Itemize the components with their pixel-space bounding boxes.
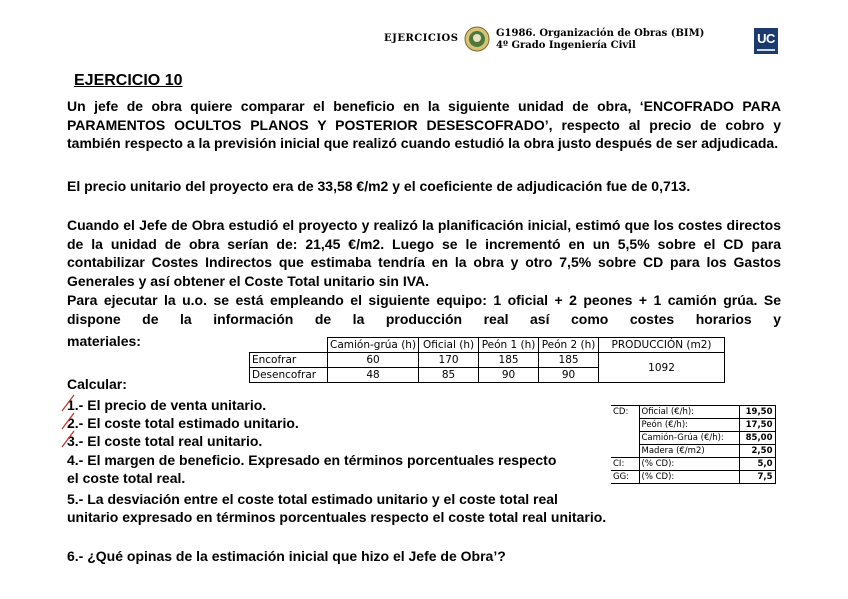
calcular-label: Calcular: <box>67 376 127 392</box>
uc-logo-bar <box>757 49 775 51</box>
col-oficial: Oficial (h) <box>419 338 479 353</box>
row-label: Desencofrar <box>250 368 328 383</box>
col-produccion: PRODUCCIÓN (m2) <box>599 338 725 353</box>
course-line-2: 4º Grado Ingeniería Civil <box>496 40 636 51</box>
cost-value: 7,5 <box>739 471 775 484</box>
table-cell: 60 <box>328 353 419 368</box>
col-peon2: Peón 2 (h) <box>539 338 599 353</box>
table-row <box>611 445 775 458</box>
question-4: 4.- El margen de beneficio. Expresado en términos porcentuales respecto el coste total real. <box>67 452 557 486</box>
cost-value: 19,50 <box>739 406 775 419</box>
question-6: 6.- ¿Qué opinas de la estimación inicial que hizo el Jefe de Obra’? <box>67 548 506 564</box>
cost-key: CD: <box>611 406 639 419</box>
paragraph-price: El precio unitario del proyecto era de 33,58 €/m2 y el coeficiente de adjudicación fue de 0,713. <box>67 178 691 194</box>
strike-mark-icon <box>60 412 76 430</box>
table-row <box>611 432 775 445</box>
cost-key <box>611 445 639 458</box>
header-section-label: EJERCICIOS <box>384 33 459 44</box>
cost-desc: Peón (€/h): <box>639 419 739 432</box>
table-row <box>611 419 775 432</box>
strike-mark-icon <box>60 430 76 448</box>
cost-value: 85,00 <box>739 432 775 445</box>
cost-value: 17,50 <box>739 419 775 432</box>
paragraph-equipment: Para ejecutar la u.o. se está empleando el siguiente equipo: 1 oficial + 2 peones + 1 camión grúa. Se dispone de la información de la producción real así como costes horarios y <box>67 292 781 327</box>
row-label: Encofrar <box>250 353 328 368</box>
paragraph-costs: Cuando el Jefe de Obra estudió el proyecto y realizó la planificación inicial, estimó que los costes directos de la unidad de obra serían de: 21,45 €/m2. Luego se le incrementó en un 5,5% sobre el CD para contabilizar Costes Indirectos que estimaba tendría en la obra y otro 7,5% sobre CD para los Gastos Generales y así obtener el Coste Total unitario sin IVA. <box>67 217 781 289</box>
production-value: 1092 <box>599 353 725 383</box>
cost-value: 2,50 <box>739 445 775 458</box>
uc-logo-text: UC <box>757 31 775 46</box>
table-row <box>611 471 775 484</box>
question-3: 3.- El coste total real unitario. <box>67 433 263 449</box>
table-cell: 185 <box>539 353 599 368</box>
cost-desc: Madera (€/m2) <box>639 445 739 458</box>
table-cell: 48 <box>328 368 419 383</box>
university-seal-icon <box>464 26 490 52</box>
course-line-1: G1986. Organización de Obras (BIM) <box>496 28 705 39</box>
table-cell: 90 <box>539 368 599 383</box>
table-cell: 90 <box>479 368 539 383</box>
col-peon1: Peón 1 (h) <box>479 338 539 353</box>
cost-key <box>611 419 639 432</box>
question-5: 5.- La desviación entre el coste total estimado unitario y el coste total real unitario expresado en términos porcentuales respecto el coste total real unitario. <box>67 491 607 525</box>
uc-logo <box>754 28 778 54</box>
table-cell: 170 <box>419 353 479 368</box>
paragraph-intro: Un jefe de obra quiere comparar el beneficio en la siguiente unidad de obra, ‘ENCOFRADO PARA PARAMENTOS OCULTOS PLANOS Y POSTERIOR DESESCOFRADO’, respecto al precio de cobro y también respecto a la previsión inicial que realizó cuando estudió la obra justo después de ser adjudicada. <box>67 98 781 151</box>
cost-desc: Oficial (€/h): <box>639 406 739 419</box>
cost-key: CI: <box>611 458 639 471</box>
cost-desc: Camión-Grúa (€/h): <box>639 432 739 445</box>
exercise-title: EJERCICIO 10 <box>74 72 183 89</box>
col-camion: Camión-grúa (h) <box>328 338 419 353</box>
paragraph-materials: materiales: <box>67 333 141 349</box>
strike-mark-icon <box>60 394 76 412</box>
table-cell: 185 <box>479 353 539 368</box>
cost-value: 5,0 <box>739 458 775 471</box>
production-table-header <box>250 338 725 353</box>
course-title <box>496 28 704 52</box>
question-2: 2.- El coste total estimado unitario. <box>67 415 299 431</box>
table-row <box>611 406 775 419</box>
production-table <box>249 337 725 383</box>
cost-key: GG: <box>611 471 639 484</box>
table-corner <box>250 338 328 353</box>
cost-key <box>611 432 639 445</box>
question-1: 1.- El precio de venta unitario. <box>67 397 267 413</box>
table-cell: 85 <box>419 368 479 383</box>
cost-desc: (% CD): <box>639 471 739 484</box>
cost-desc: (% CD): <box>639 458 739 471</box>
table-row <box>611 458 775 471</box>
cost-table <box>611 405 776 484</box>
table-row <box>250 353 725 368</box>
